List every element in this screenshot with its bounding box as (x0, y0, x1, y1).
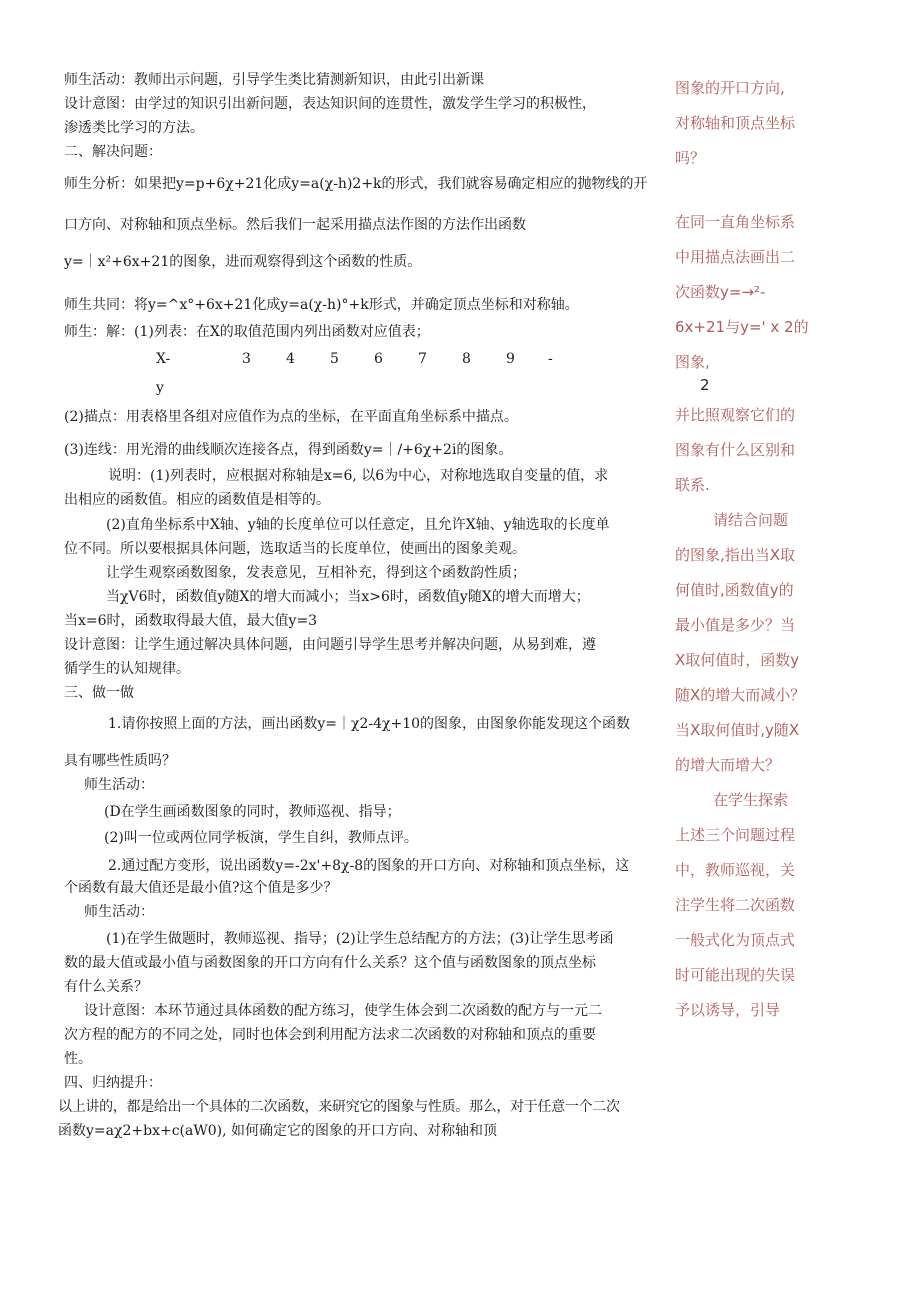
text-line: 位不同。所以要根据具体问题，选取适当的长度单位，使画出的图象美观。 (64, 541, 526, 557)
section-heading: 三、做一做 (64, 685, 134, 701)
table-cell: - (548, 351, 553, 367)
margin-note-line: 图象, (675, 353, 710, 371)
text-line: 以上讲的，都是给出一个具体的二次函数，来研究它的图象与性质。那么，对于任意一个二次 (58, 1099, 620, 1115)
text-line: 渗透类比学习的方法。 (64, 120, 204, 136)
text-line: 函数y=aχ2+bx+c(aW0), 如何确定它的图象的开口方向、对称轴和顶 (58, 1123, 498, 1139)
text-line: 有什么关系？ (64, 979, 148, 995)
text-line: (2)直角坐标系中X轴、y轴的长度单位可以任意定，且允许X轴、y轴选取的长度单 (106, 517, 610, 533)
margin-note-line: 注学生将二次函数 (675, 896, 796, 914)
margin-note-line: 次函数y=→²- (675, 283, 766, 301)
text-line: 设计意图：本环节通过具体函数的配方练习，使学生体会到二次函数的配方与一元二 (84, 1003, 602, 1019)
margin-note-line: 并比照观察它们的 (675, 406, 796, 424)
text-line: 设计意图：让学生通过解决具体问题，由问题引导学生思考并解决问题，从易到难，遵 (64, 637, 596, 653)
table-cell: 5 (330, 351, 339, 367)
margin-notes-column (675, 70, 825, 1026)
margin-note-line: 6x+21与y=' x 2的 (675, 318, 809, 336)
text-line: 师生活动： (84, 904, 154, 920)
margin-note-line: 在学生探索 (713, 791, 789, 809)
margin-note-line: 最小值是多少？当 (675, 616, 796, 634)
text-line: y=｜x²+6x+21的图象，进而观察得到这个函数的性质。 (64, 254, 422, 270)
text-line: 说明：(1)列表时，应根据对称轴是x=6, 以6为中心，对称地选取自变量的值，求 (108, 468, 609, 484)
margin-note-line: 图象有什么区别和 (675, 441, 796, 459)
text-line: 师生分析：如果把y=p+6χ+21化成y=a(χ-h)2+k的形式，我们就容易确定相应的抛物线的开 (64, 176, 648, 192)
margin-note-line: 何值时,函数值y的 (675, 581, 794, 599)
table-cell: 4 (286, 351, 295, 367)
margin-note-line: 一般式化为顶点式 (675, 931, 796, 949)
text-line: 具有哪些性质吗？ (64, 753, 176, 769)
margin-note-line: 上述三个问题过程 (675, 826, 796, 844)
table-cell: 8 (462, 351, 471, 367)
text-line: (2)描点：用表格里各组对应值作为点的坐标，在平面直角坐标系中描点。 (64, 409, 518, 425)
text-line: 设计意图：由学过的知识引出新问题，表达知识间的连贯性，激发学生学习的积极性， (64, 96, 596, 112)
text-line: 个函数有最大值还是最小值?这个值是多少？ (64, 880, 338, 896)
text-line: 性。 (64, 1051, 92, 1067)
margin-note-line: 请结合问题 (713, 511, 789, 529)
value-table-y-row (64, 378, 666, 399)
text-line: 口方向、对称轴和顶点坐标。然后我们一起采用描点法作图的方法作出函数 (64, 217, 526, 233)
value-table-x-row (64, 349, 666, 370)
text-line: 当x=6时，函数取得最大值，最大值y=3 (64, 613, 318, 629)
section-heading: 二、解决问题： (64, 144, 162, 160)
margin-note-line: 在同一直角坐标系 (675, 213, 796, 231)
table-cell: 7 (418, 351, 427, 367)
text-line: 2.通过配方变形，说出函数y=-2x'+8χ-8的图象的开口方向、对称轴和顶点坐标，这 (108, 858, 630, 874)
text-line: 1.请你按照上面的方法，画出函数y=｜χ2-4χ+10的图象，由图象你能发现这个函数 (108, 716, 631, 732)
margin-note-line: 当X取何值时,y随X (675, 721, 800, 739)
margin-note-line: X取何值时，函数y (675, 651, 800, 669)
margin-note-line: 中，教师巡视，关 (675, 861, 796, 879)
margin-note-line: 的图象,指出当X取 (675, 546, 796, 564)
text-line: (1)在学生做题时，教师巡视、指导；(2)让学生总结配方的方法；(3)让学生思考函 (106, 931, 614, 947)
text-line: 师生活动： (84, 777, 154, 793)
text-line: 让学生观察函数图象，发表意见，互相补充，得到这个函数韵性质； (106, 565, 526, 581)
text-line: (D在学生画函数图象的同时，教师巡视、指导； (104, 804, 401, 820)
margin-note-line: 对称轴和顶点坐标 (675, 114, 796, 132)
text-line: 次方程的配方的不同之处，同时也体会到利用配方法求二次函数的对称轴和顶点的重要 (64, 1027, 596, 1043)
margin-note-line: 时可能出现的失误 (675, 966, 796, 984)
section-heading: 四、归纳提升： (64, 1075, 162, 1091)
margin-note-line: 的增大而增大？ (675, 756, 781, 774)
table-cell: 6 (374, 351, 383, 367)
text-line: 师生共同：将y=^x°+6x+21化成y=a(χ-h)°+k形式，并确定顶点坐标和对称轴。 (64, 297, 579, 313)
margin-note-line: 联系. (675, 476, 710, 494)
table-cell: 3 (242, 351, 251, 367)
margin-note-line: 2 (700, 376, 710, 394)
margin-note-line: 吗？ (675, 149, 706, 167)
text-line: 当χV6时，函数值y随X的增大而减小；当x>6时，函数值y随X的增大而增大； (106, 589, 590, 605)
text-line: (3)连线：用光滑的曲线顺次连接各点，得到函数y=｜/+6χ+2i的图象。 (64, 442, 513, 458)
table-cell: y (156, 380, 164, 396)
margin-note-line: 图象的开口方向, (675, 79, 785, 97)
text-line: (2)叫一位或两位同学板演，学生自纠，教师点评。 (104, 830, 418, 846)
text-line: 循学生的认知规律。 (64, 661, 190, 677)
text-line: 数的最大值或最小值与函数图象的开口方向有什么关系？这个值与函数图象的顶点坐标 (64, 955, 596, 971)
margin-note-line: 随X的增大而减小？ (675, 686, 806, 704)
margin-note-line: 中用描点法画出二 (675, 248, 796, 266)
text-line: 师生：解：(1)列表：在X的取值范围内列出函数对应值表； (64, 324, 430, 340)
text-line: 出相应的函数值。相应的函数值是相等的。 (64, 492, 330, 508)
margin-note-line: 予以诱导，引导 (675, 1001, 781, 1019)
table-cell: X- (156, 351, 171, 367)
table-cell: 9 (506, 351, 515, 367)
main-text-column (58, 70, 666, 1142)
text-line: 师生活动：教师出示问题，引导学生类比猜测新知识，由此引出新课 (64, 72, 484, 88)
